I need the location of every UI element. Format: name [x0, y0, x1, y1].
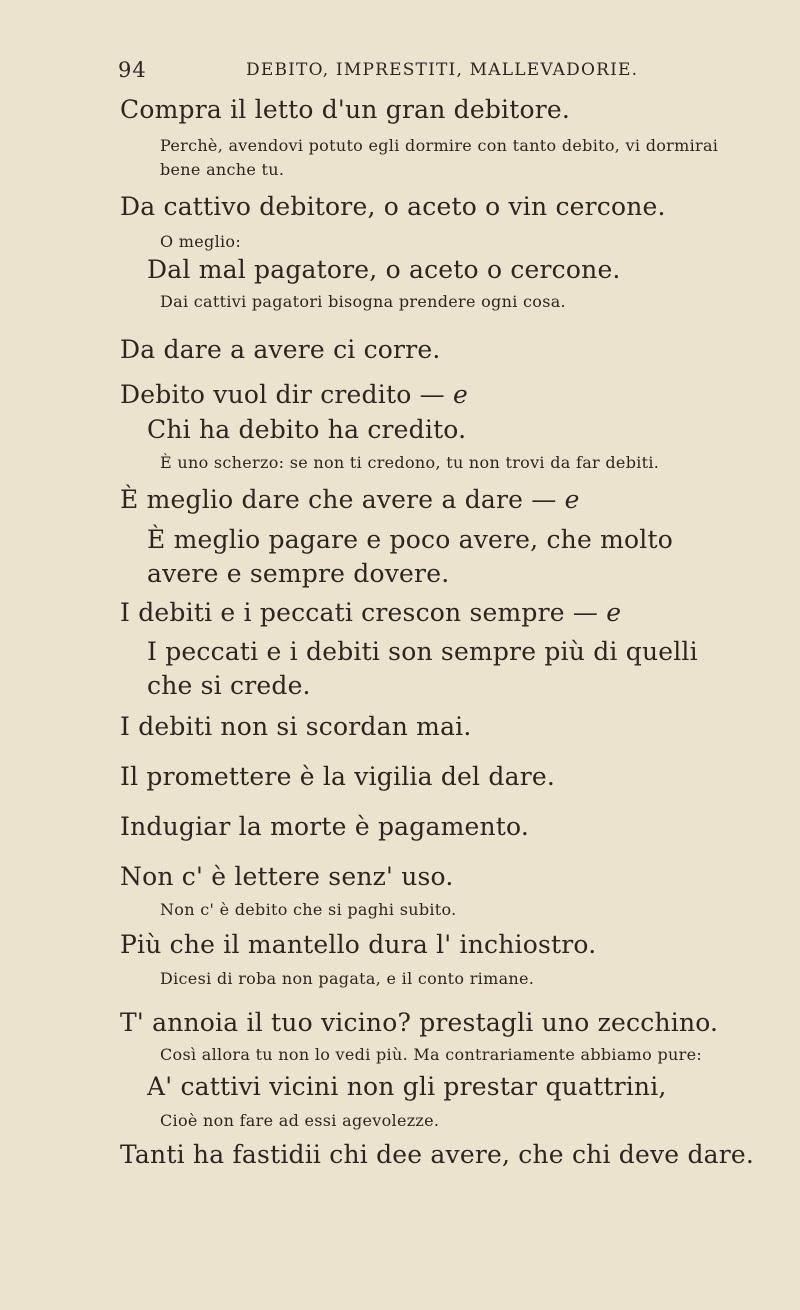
gloss-text: È uno scherzo: se non ti credono, tu non trovi da far debiti. — [160, 453, 660, 472]
proverb-line: I peccati e i debiti son sempre più di quelli che si crede. — [147, 637, 698, 700]
proverb-line: T' annoia il tuo vicino? prestagli uno zecchino. — [120, 1008, 719, 1037]
proverb-line: Più che il mantello dura l' inchiostro. — [120, 930, 597, 959]
running-title: DEBITO, IMPRESTITI, MALLEVADORIE. — [246, 60, 639, 80]
proverb-text: È meglio dare che avere a dare — — [120, 485, 557, 514]
proverb-line: Da dare a avere ci corre. — [120, 335, 441, 364]
gloss-text: Così allora tu non lo vedi più. Ma contrariamente abbiamo pure: — [160, 1045, 703, 1064]
proverb-line: Non c' è lettere senz' uso. — [120, 862, 454, 891]
gloss-text: Cioè non fare ad essi agevolezze. — [160, 1111, 440, 1130]
proverb-line: Compra il letto d'un gran debitore. — [120, 95, 571, 124]
proverb-line: È meglio pagare e poco avere, che molto avere e sempre dovere. — [147, 525, 673, 588]
proverb-line: Il promettere è la vigilia del dare. — [120, 762, 555, 791]
gloss-text: O meglio: — [160, 232, 242, 251]
proverb-line: Chi ha debito ha credito. — [147, 415, 467, 444]
proverb-line: I debiti non si scordan mai. — [120, 712, 472, 741]
proverb-line — [120, 598, 621, 627]
conjunction-e: e — [606, 598, 622, 627]
proverb-line — [120, 485, 580, 514]
proverb-line: Dal mal pagatore, o aceto o cercone. — [147, 255, 621, 284]
proverb-line: Indugiar la morte è pagamento. — [120, 812, 529, 841]
proverb-text: Debito vuol dir credito — — [120, 380, 445, 409]
gloss-text: Dai cattivi pagatori bisogna prendere ogni cosa. — [160, 292, 566, 311]
gloss-text: Non c' è debito che si paghi subito. — [160, 900, 457, 919]
proverb-text: I debiti e i peccati crescon sempre — — [120, 598, 599, 627]
conjunction-e: e — [452, 380, 468, 409]
conjunction-e: e — [564, 485, 580, 514]
gloss-text: Dicesi di roba non pagata, e il conto rimane. — [160, 969, 535, 988]
proverb-line: Da cattivo debitore, o aceto o vin cercone. — [120, 192, 666, 221]
page-number: 94 — [118, 58, 147, 82]
proverb-line: Tanti ha fastidii chi dee avere, che chi deve dare. — [120, 1140, 755, 1169]
page-header — [118, 58, 730, 88]
proverb-line — [120, 380, 468, 409]
proverb-line: A' cattivi vicini non gli prestar quattrini, — [147, 1072, 667, 1101]
gloss-text: Perchè, avendovi potuto egli dormire con tanto debito, vi dormirai bene anche tu. — [160, 136, 719, 179]
